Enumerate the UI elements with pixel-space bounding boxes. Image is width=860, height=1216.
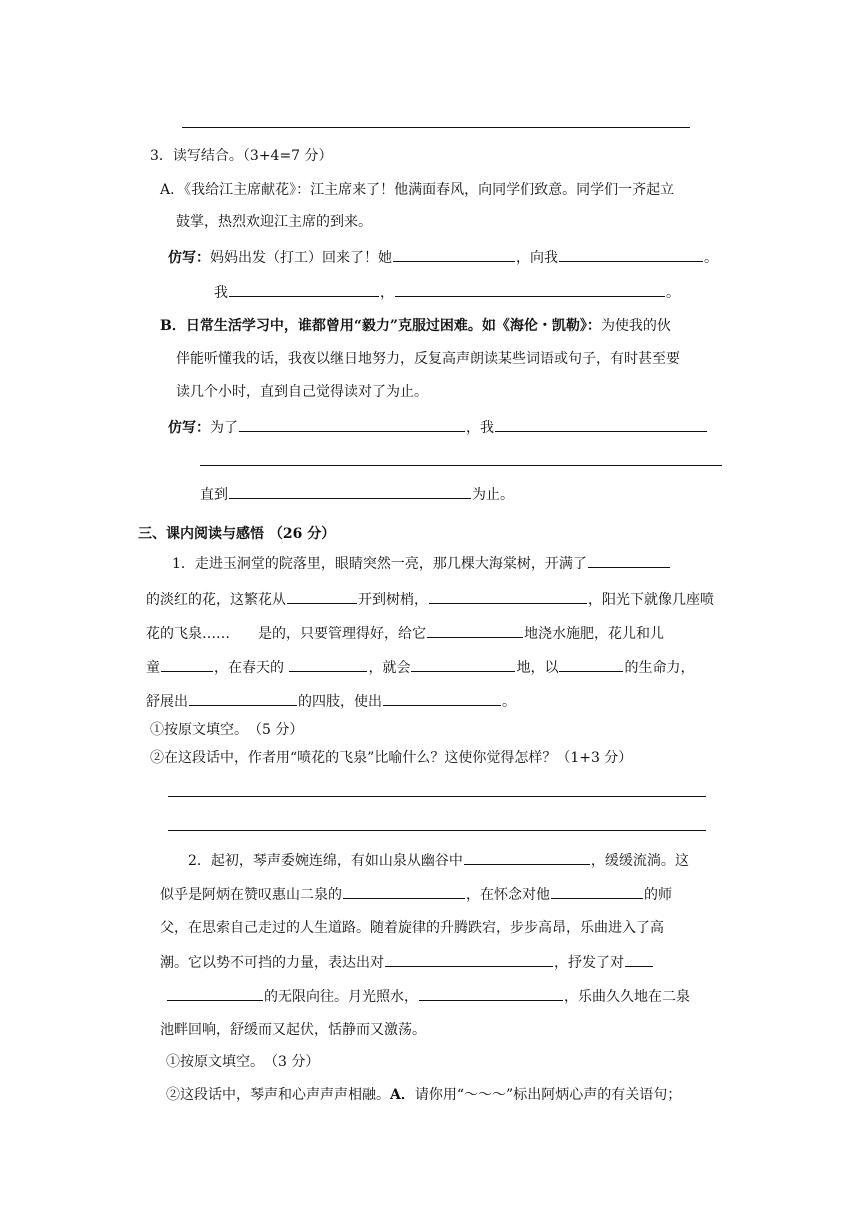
answer-blank[interactable] [559,247,703,262]
text-seg: ，乐曲久久地在二泉 [564,989,690,1005]
answer-blank[interactable] [588,553,670,568]
passage-1-line5 [146,691,516,712]
imitation-label: 仿写： [168,420,210,436]
answer-blank[interactable] [229,282,379,297]
passage-2-line6: 池畔回响，舒缓而又起伏，恬静而又激荡。 [160,1022,426,1038]
answer-blank[interactable] [287,589,357,604]
passage-2-line3: 父，在思索自己走过的人生道路。随着旋律的升腾跌宕，步步高昂，乐曲进入了高 [160,920,664,936]
text-seg: ，缓缓流淌。这 [590,853,689,869]
answer-blank[interactable] [464,850,590,865]
text-seg: 开到树梢， [358,592,428,608]
answer-blank[interactable] [551,884,643,899]
text-seg: 为使我的伙 [600,318,671,334]
text-seg: ，向我 [516,250,558,266]
text-seg: 。 [666,285,680,301]
passage-2-line4 [160,952,654,973]
q3a-imitation-line1 [168,247,718,268]
text-seg: 2．起初，琴声委婉连绵，有如山泉从幽谷中 [188,853,463,869]
answer-line[interactable] [200,465,722,466]
text-seg: 。 [704,250,718,266]
q3b-text-line3: 读几个小时，直到自己觉得读对了为止。 [176,384,428,400]
answer-blank[interactable] [411,657,515,672]
imitation-label: 仿写： [168,250,210,266]
answer-blank[interactable] [239,417,465,432]
q3b-text-line1 [160,316,671,336]
q3a-text-line1: A．《我给江主席献花》：江主席来了！他满面春风，向同学们致意。同学们一齐起立 [160,182,675,198]
passage-2-question-1: ①按原文填空。 （3 分） [166,1054,320,1070]
text-seg: 花的飞泉…… 是的，只要管理得好，给它 [146,626,426,642]
text-seg: 似乎是阿炳在赞叹惠山二泉的 [160,887,342,903]
answer-blank[interactable] [395,282,665,297]
passage-2-line1 [188,850,689,871]
text-seg: ，就会 [368,660,411,676]
answer-blank[interactable] [419,986,563,1001]
text-seg: ，抒发了对 [554,955,624,971]
passage-1-line3 [146,623,664,644]
passage-1-question-2: ②在这段话中，作者用“喷花的飞泉”比喻什么？这使你觉得怎样？（1+3 分） [150,750,633,766]
passage-1-line4 [146,657,694,678]
text-seg: 童 [146,660,160,676]
answer-blank[interactable] [559,657,623,672]
text-seg: 舒展出 [146,694,188,710]
text-seg: 请你用“～～～”标出阿炳心声的有关语句； [414,1087,682,1103]
text-seg: 为止。 [472,487,514,503]
text-seg: ②这段话中，琴声和心声声声相融。 [166,1087,390,1103]
q3a-text-line2: 鼓掌，热烈欢迎江主席的到来。 [176,214,372,230]
text-seg: 妈妈出发（打工）回来了！她 [210,250,392,266]
answer-blank[interactable] [229,484,471,499]
text-seg: 的生命力， [624,660,695,676]
answer-blank[interactable] [189,691,297,706]
answer-blank[interactable] [289,657,367,672]
text-seg: 的无限向往。月光照水， [264,989,418,1005]
q3b-imitation-line3 [200,484,514,505]
answer-blank[interactable] [343,884,465,899]
answer-blank[interactable] [495,417,707,432]
answer-blank[interactable] [383,691,501,706]
text-seg: ，阳光下就像几座喷 [588,592,714,608]
text-seg: 的四肢，使出 [298,694,382,710]
text-seg: 地浇水施肥，花儿和儿 [524,626,664,642]
passage-1-line2 [146,589,714,610]
text-seg: 直到 [200,487,228,503]
text-seg: ，在春天的 [214,660,289,676]
text-seg: 1．走进玉泂堂的院落里，眼睛突然一亮，那几棵大海棠树，开满了 [172,556,587,572]
q3b-imitation-line1 [168,417,708,438]
answer-blank[interactable] [429,589,587,604]
text-seg: 为了 [210,420,238,436]
text-seg: 。 [502,694,516,710]
text-seg: 的淡红的花，这繁花从 [146,592,286,608]
answer-line[interactable] [168,796,706,797]
text-seg: 潮。它以势不可挡的力量，表达出对 [160,955,384,971]
text-seg: ，我 [466,420,494,436]
passage-2-line5 [166,986,690,1007]
passage-2-question-2 [166,1085,681,1105]
answer-blank[interactable] [167,986,263,1001]
answer-blank[interactable] [625,952,653,967]
text-seg: ， [380,285,394,301]
answer-blank[interactable] [161,657,213,672]
answer-blank[interactable] [385,952,553,967]
q3b-text-line2: 伴能听懂我的话，我夜以继日地努力，反复高声朗读某些词语或句子，有时甚至要 [176,351,680,367]
passage-1-question-1: ①按原文填空。 （5 分） [150,722,304,738]
text-seg: 地，以 [516,660,559,676]
text-seg: A． [390,1087,415,1103]
q3a-imitation-line2 [214,282,680,303]
text-seg: 的师 [644,887,672,903]
text-seg: ，在怀念对他 [466,887,550,903]
text-seg: 我 [214,285,228,301]
answer-line[interactable] [168,830,706,831]
section-3-title: 三、课内阅读与感悟 （26 分） [138,526,336,542]
passage-2-line2 [160,884,672,905]
question-3-title: 3．读写结合。（3+4=7 分） [150,148,333,164]
answer-blank[interactable] [427,623,523,638]
answer-blank[interactable] [393,247,515,262]
passage-1-line1 [172,553,671,574]
answer-line[interactable] [182,127,690,128]
text-seg: B．日常生活学习中，谁都曾用“毅力”克服过困难。如《海伦・凯勒》： [160,318,601,334]
